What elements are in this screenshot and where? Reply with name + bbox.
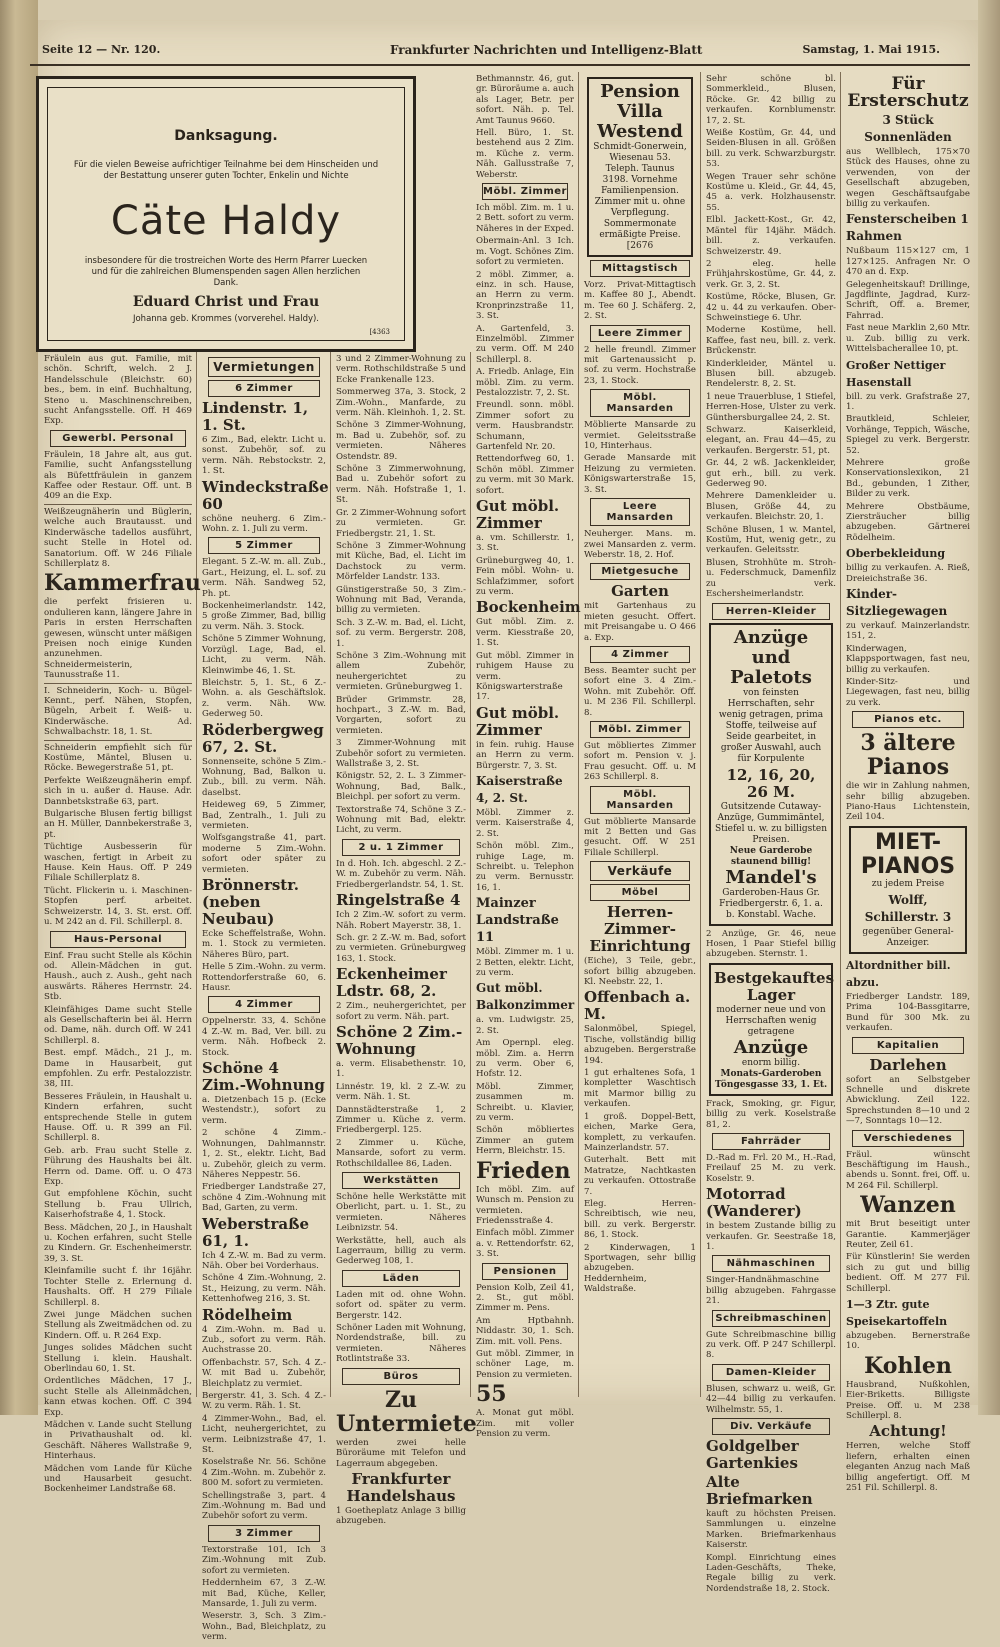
ad-text: Eleg. Herren-Schreibtisch, wie neu, bill. zu verk. Bergerstr. 86, 1. Stock. [584, 1198, 696, 1241]
ad-text: Möbl. Zimmer, zusammen m. Schreibt. u. Klavier, zu verm. [476, 1081, 574, 1124]
section-heading: Möbl. Zimmer [590, 721, 690, 738]
section-heading: Haus-Personal [50, 931, 186, 948]
ad-text: Gerade Mansarde mit Heizung zu vermieten. Königswarterstraße 15, 3. St. [584, 453, 696, 495]
ad-text: Offenbachstr. 57, Sch. 4 Z.-W. mit Bad u. Zubehör, Bleichplatz zu vermiet. [202, 1357, 326, 1389]
ad-text: 2 Zimmer u. Küche, Mansarde, sofort zu verm. Rothschildallee 86, Laden. [336, 1137, 466, 1169]
ad-text: D.-Rad m. Frl. 20 M., H.-Rad, Freilauf 25 M. zu verk. Koselstr. 9. [706, 1152, 836, 1184]
ad-text: Helle 5 Zim.-Wohn. zu verm. Rottendorferstraße 60, 6. Hausr. [202, 962, 326, 994]
ad-text: Gut möblierte Mansarde mit 2 Betten und Gas gesucht. Off. W 251 Filiale Schillerpl. [584, 816, 696, 858]
ad-text: Bethmannstr. 46, gut. gr. Büroräume a. auch als Lager, Betr. per sofort. Näh. p. Tel. Amt Taunus 9660. [476, 74, 574, 126]
ad-text: Brüder Grimmstr. 28, hochpart., 3 Z.-W. m. Bad, Vorgarten, sofort zu vermieten. [336, 694, 466, 736]
ad-headline: Goldgelber Gartenkies [706, 1437, 799, 1473]
ad-text: Schöne Blusen, 1 w. Mantel, Kostüm, Hut, wenig getr., zu verkaufen. Geleitsstr. [706, 524, 836, 556]
section-heading: Möbl. Mansarden [590, 389, 690, 417]
ad-text: Gr. 2 Zimmer-Wohnung sofort zu vermieten. Gr. Friedbergstr. 21, 1. St. [336, 507, 466, 539]
ad-text: Blusen, Strohhüte m. Stroh- u. Federschmuck, Damenfilz zu verk. Eschersheimerlandstr. [706, 557, 836, 600]
ad-text: Einf. Frau sucht Stelle als Köchin od. Allein-Mädchen in gut. Haush., auch z. Aush., geht nach auswärts. Räheres Herrnstr. 24. Stb. [44, 950, 192, 1003]
ad-text: a. Dietzenbach 15 p. (Ecke Westendstr.), sofort zu verm. [202, 1095, 326, 1126]
ad-text: Ich 2 Zim.-W. sofort zu verm. Näh. Robert Mayerstr. 38, 1. [336, 910, 466, 931]
ad-text: A. Monat gut möbl. Zim. mit voller Pension zu verm. [476, 1408, 574, 1439]
section-heading: Büros [342, 1368, 460, 1385]
ad-text: Zwei junge Mädchen suchen Stellung als Zweitmädchen od. zu Kindern. Off. u. R 264 Exp. [44, 1309, 192, 1341]
ad-text: (Eiche), 3 Teile, gebr., sofort billig abzugeben. Kl. Neebstr. 22, 1. [584, 956, 696, 988]
ad-text: Kinder-Sitz- und Liegewagen, fast neu, billig zu verk. [846, 677, 970, 708]
ad-text: Bockenheimerlandstr. 142, 5 große Zimmer, Bad, billig zu verm. Näh. 3. Stock. [202, 601, 326, 632]
ad-text: Neuherger. Mans. m. zwei Mansarden z. verm. Weberstr. 18, 2. Hof. [584, 529, 696, 560]
ad-text: Hell. Büro, 1. St. bestehend aus 2 Zim. m. Küche z. verm. Näh. Gallusstraße 7, Weberstr. [476, 128, 574, 180]
ad-text: 4 Zimmer-Wohn., Bad, el. Licht, neuhergerichtet, zu verm. Leibnizstraße 47, 1. St. [202, 1413, 326, 1456]
ad-text: abzugeben. Bernerstraße 10. [846, 1331, 970, 1352]
header-page-number: Seite 12 — Nr. 120. [42, 43, 161, 56]
ad-text: Gr. 44, 2 wß. Jackenkleider, gut erh., bill. zu verk. Gederweg 90. [706, 458, 836, 490]
ad-headline: Eckenheimer Ldstr. 68, 2. [336, 965, 447, 1001]
page-edge [978, 0, 1000, 1415]
ad-text: Textorstraße 101, Ich 3 Zim.-Wohnung mit Zub. sofort zu vermieten. [202, 1544, 326, 1576]
ad-headline: Frankfurter Handelshaus [346, 1469, 456, 1505]
ad-headline: Ringelstraße 4 [336, 891, 461, 910]
mietpianos-address: gegenüber General-Anzeiger. [862, 926, 954, 948]
section-heading: Herren-Kleider [712, 603, 830, 620]
section-heading: Pianos etc. [852, 711, 964, 728]
ad-text: Perfekte Weißzeugnäherin empf. sich in u. außer d. Hause. Adr. Dannbetskstraße 63, part. [44, 775, 192, 807]
ad-text: zu verkauf. Mainzerlandstr. 151, 2. [846, 621, 970, 642]
ad-text: bill. zu verk. Grafstraße 27, 1. [846, 391, 970, 412]
ad-text: werden zwei helle Büroräume mit Telefon und Lagerraum abgegeben. [336, 1437, 466, 1469]
ad-text: A. Friedb. Anlage, Ein möbl. Zim. zu verm. Pestalozzistr. 7, 2. St. [476, 367, 574, 398]
ad-headline: Bockenheim [476, 598, 581, 617]
ad-text: 2 Anzüge, Gr. 46, neue Hosen, 1 Paar Stiefel billig abzugeben. Sternstr. 1. [706, 928, 836, 960]
ad-text: Sonnenseite, schöne 5 Zim.-Wohnung, Bad, Balkon u. Zub., bill. zu verm. Näh. daselbst. [202, 756, 326, 798]
ad-text: Fräulein aus gut. Familie, mit schön. Schrift, welch. 2 J. Handelsschule (Bleichstr. 60) bes., bem. in einf. Buchhaltung, Steno u. Maschinenschreiben, sucht Anfangsstelle. Off. H 469 Exp. [44, 354, 192, 427]
ad-text: Ich 4 Z.-W. m. Bad zu verm. Näh. Ober bei Vorderhaus. [202, 1250, 326, 1271]
ad-headline: Kaiserstraße 4, 2. St. [476, 773, 563, 805]
ad-text: 1 Goetheplatz Anlage 3 billig abzugeben. [336, 1505, 466, 1527]
ad-text: Sch. 3 Z.-W. m. Bad, el. Licht, sof. zu verm. Bergerstr. 208, 1. [336, 617, 466, 649]
ad-headline: Gut möbl. Balkonzimmer [476, 981, 575, 1013]
ad-text: Freundl. sonn. möbl. Zimmer sofort zu verm. Hausbrandstr. Schumann, Gartenfeld Nr. 20. [476, 400, 574, 452]
ad-text: Gut empfohlene Köchin, sucht Stellung b. Frau Ullrich, Kaiserhofstraße 4, 1. Stock. [44, 1189, 192, 1221]
ad-text: Möbl. Zimmer m. 1 u. 2 Betten, elektr. Licht, zu verm. [476, 947, 574, 978]
section-heading: Läden [342, 1270, 460, 1287]
ad-text: aus Wellblech, 175×70 Stück des Hauses, ohne zu verwenden, von der Gesellschaft abzugeben, wegen Geschäftsaufgabe billig zu verkaufen. [846, 147, 970, 210]
ad-text: Vorz. Privat-Mittagtisch m. Kaffee 80 J., Abendt. m. Tee 60 J. Schäferg. 2, 2. St. [584, 280, 696, 322]
ad-text: Besseres Fräulein, in Haushalt u. Kindern erfahren, sucht entsprechende Stelle in gutem Hause. Off. u. R 399 an Fil. Schillerpl. 8. [44, 1091, 192, 1144]
ad-text: Kinderkleider, Mäntel u. Blusen bill. abzugeb. Rendelerstr. 8, 2. St. [706, 358, 836, 390]
ad-text: Kostüme, Röcke, Blusen, Gr. 42 u. 44 zu verkaufen. Ober-Schweinstiege 6. Uhr. [706, 292, 836, 323]
ad-text: 1 neue Trauerbluse, 1 Stiefel, Herren-Hose, Ulster zu verk. Günthersburgallee 24, 2. St. [706, 391, 836, 423]
ad-headline: Rödelheim [202, 1305, 293, 1324]
danksagung-signature: Eduard Christ und Frau [132, 294, 320, 310]
column-1 [40, 352, 201, 1495]
ad-text: Günstigerstraße 50, 3 Zim.-Wohnung mit Bad, Veranda, billig zu vermieten. [336, 584, 466, 616]
ad-text: Kleinfähiges Dame sucht Stelle als Gesellschafterin bei äl. Herrn od. Dame, näh. durch Off. W 241 Schillerpl. 8. [44, 1004, 192, 1046]
ad-text: Wolfsgangstraße 41, part. moderne 5 Zim.-Wohn. sofort oder später zu vermieten. [202, 833, 326, 875]
page-header [30, 38, 970, 66]
ad-text: Sommerweg 37a, 3. Stock, 2 Zim.-Wohn., Manfarde, zu verm. Näh. Kleinhoh. 1, 2. St. [336, 387, 466, 419]
ad-headline: Gut möbl. Zimmer [476, 497, 560, 533]
ad-text: Bulgarische Blusen fertig billigst an H. Müller, Dannbekerstraße 3, pt. [44, 809, 192, 840]
ad-text: die wir in Zahlung nahmen, sehr billig abzugeben. Piano-Haus Lichtenstein, Zeil 104. [846, 781, 970, 823]
ad-text: mit Gartenhaus zu mieten gesucht. Offert. mit Preisangabe u. O 466 a. Exp. [584, 601, 696, 643]
ad-text: sofort an Selbstgeber Schnelle und diskrete Abwicklung. Zeil 122. Sprechstunden 8—10 und 2—7, Sonntags 10—12. [846, 1074, 970, 1127]
ad-headline: 55 [476, 1381, 507, 1408]
ad-headline: Herren-Zimmer-Einrichtung [589, 903, 691, 956]
ad-text: Sch. gr. 2 Z.-W. m. Bad, sofort zu vermieten. Grüneburgweg 163, 1. Stock. [336, 932, 466, 964]
ad-text: kauft zu höchsten Preisen. Sammlungen u. einzelne Marken. Briefmarkenhaus Kaiserstr. [706, 1509, 836, 1551]
ad-text: Pension Kolb, Zeil 41, 2. St., gut möbl. Zimmer m. Pens. [476, 1282, 574, 1314]
ad-text: Schöne 3 Zimmerwohnung, Bad u. Zubehör sofort zu verm. Näh. Hofstraße 1, 1. St. [336, 464, 466, 506]
section-heading: 5 Zimmer [208, 537, 320, 554]
danksagung-code: [4363 [369, 328, 390, 336]
ad-text: Friedberger Landstraße 27, schöne 4 Zim.-Wohnung mit Bad, Garten, zu verm. [202, 1182, 326, 1214]
section-heading: Möbl. Mansarden [590, 786, 690, 814]
ad-text: Schöne helle Werkstätte mit Oberlicht, part. u. 1. St., zu vermieten. Näheres Leibnizstr. 54. [336, 1192, 466, 1234]
ad-headline: Motorrad (Wanderer) [706, 1185, 802, 1221]
danksagung-subtitle: Johanna geb. Krommes (vorverehel. Haldy). [132, 314, 320, 324]
ad-text: Grüneburgweg 40, 1. Fein möbl. Wohn- u. Schlafzimmer, sofort zu verm. [476, 555, 574, 598]
section-heading: 6 Zimmer [208, 380, 320, 397]
ad-text: Guterhalt. Bett mit Matratze, Nachtkasten zu verkaufen. Ottostraße 7. [584, 1155, 696, 1197]
ad-text: Für Künstlerin! Sie werden sich zu gut und billig bedient. Off. M 277 Fil. Schillerpl. [846, 1252, 970, 1294]
mietpianos-text: zu jedem Preise [871, 878, 945, 889]
ad-headline: 3 Stück Sonnenläden [864, 113, 952, 144]
ad-text: in bestem Zustande billig zu verkaufen. Gr. Seestraße 18, 1. [706, 1221, 836, 1252]
ad-text: Schöner Laden mit Wohnung, Nordendstraße, bill. zu vermieten. Näheres Rotlintstraße 33. [336, 1323, 466, 1365]
section-heading: Schreibmaschinen [712, 1310, 830, 1327]
danksagung-intro: Für die vielen Beweise aufrichtiger Teilnahme bei dem Hinscheiden und der Bestattung unserer guten Tochter, Enkelin und Nichte [73, 160, 379, 181]
ad-text: Moderne Kostüme, hell. Kaffee, fast neu, bill. z. verk. Brückenstr. [706, 325, 836, 357]
ad-headline: Kohlen [864, 1352, 952, 1379]
column-2 [198, 352, 331, 1643]
ad-text: Einfach möbl. Zimmer a. v. Rettendorfstr. 62, 3. St. [476, 1228, 574, 1260]
ad-headline: Windeckstraße 60 [202, 477, 329, 513]
ad-headline: Gut möbl. Zimmer [476, 703, 560, 739]
ad-text: Elbl. Jackett-Kost., Gr. 42, Mäntel für 14jähr. Mädch. bill. z. verkaufen. Schweizerstr. 49. [706, 215, 836, 257]
section-heading: Pensionen [482, 1263, 568, 1280]
ad-text: 2 helle freundl. Zimmer mit Gartenaussicht p. sof. zu verm. Hochstraße 23, 1. Stock. [584, 344, 696, 386]
ad-text: 1 gut erhaltenes Sofa, 1 kompletter Waschtisch mit Marmor billig zu verkaufen. [584, 1068, 696, 1110]
ad-text: Am Hptbahnh. Niddastr. 30, 1. Sch. Zim. mit. voll. Pens. [476, 1315, 574, 1347]
ad-text: die perfekt frisieren u. ondulieren kann, längere Jahre in Paris in ersten Herrschaften gewesen, wünscht unter mäßigen Preisen noch einige Kunden anzunehmen. Schneidermeisterin, Taunusstraße 11. [44, 597, 192, 681]
ad-text: Schöne 3 Zim.-Wohnung mit allem Zubehör, neuhergerichtet zu vermieten. Grüneburgweg 1. [336, 650, 466, 693]
mietpianos-headline: MIET-PIANOS [860, 829, 956, 879]
ad-text: Mädchen vom Lande für Küche und Hausarbeit gesucht. Bockenheimer Landstraße 68. [44, 1463, 192, 1495]
ad-headline: Darlehen [869, 1055, 947, 1074]
ad-text: 2 möbl. Zimmer, a. einz. in sch. Hause, an Herrn zu verm. Kronprinzstraße 11, 3. St. [476, 269, 574, 322]
ad-text: Kleinfamilie sucht f. ihr 16jähr. Tochter Stelle z. Erlernung d. Haushalts. Off. H 279 Filiale Schillerpl. 8. [44, 1266, 192, 1308]
section-heading: Mietgesuche [590, 563, 690, 580]
danksagung-title: Danksagung. [174, 128, 278, 144]
ad-text: Fräul. wünscht Beschäftigung im Haush., abends u. Sonnt. frei, Off. u. M 264 Fil. Schillerpl. [846, 1149, 970, 1191]
section-heading: Werkstätten [342, 1172, 460, 1189]
ad-text: Gelegenheitskauf! Drillinge, Jagdflinte, Jagdrad, Kurz-Schrift, Off. a. Bremer, Fahrrad. [846, 279, 970, 321]
ad-text: Schöne 3 Zimmer-Wohnung mit Küche, Bad, el. Licht im Dachstock zu verm. Mörfelder Landstr. 133. [336, 540, 466, 583]
ad-text: Schöne 4 Zim.-Wohnung, 2. St., Heizung, zu verm. Näh. Kettenhofweg 216, 3. St. [202, 1273, 326, 1305]
ad-headline: Altordnither bill. abzu. [846, 958, 951, 989]
ad-text: Salonmöbel, Spiegel, Tische, vollständig billig abzugeben. Bergerstraße 194. [584, 1024, 696, 1066]
anzuege-prices: 12, 16, 20, 26 M. [726, 765, 816, 801]
section-heading: Fahrräder [712, 1133, 830, 1150]
mietpianos-firm: Wolff, Schillerstr. 3 [864, 892, 952, 924]
ad-text: schöne neuherg. 6 Zim.-Wohn. z. 1. Juli zu verm. [202, 513, 326, 535]
ad-text: 6 Zim., Bad, elektr. Licht u. sonst. Zubehör, sof. zu verm. Näh. Rebstockstr. 2, 1. St. [202, 435, 326, 477]
ad-text: Bess. Mädchen, 20 J., in Haushalt u. Kochen erfahren, sucht Stelle zu Kindern. Gr. Eschenheimerstr. 39, 3. St. [44, 1222, 192, 1264]
ad-headline: 3 ältere Pianos [860, 730, 956, 781]
lager-ad [709, 963, 833, 1096]
danksagung-name: Cäte Haldy [110, 198, 342, 244]
ad-text: Ich möbl. Zim. auf Wunsch m. Pension zu vermieten. Friedensstraße 4. [476, 1184, 574, 1226]
ad-text: Gut möbl. Zim. z. verm. Kiesstraße 20, 1. St. [476, 617, 574, 649]
column-3 [332, 352, 477, 1527]
ad-text: 4 Zim.-Wohn. m. Bad u. Zub., sofort zu verm. Räh. Auchstrasse 20. [202, 1324, 326, 1356]
ad-text: Mädchen v. Lande sucht Stellung in Privathaushalt od. kl. Geschäft. Näheres Wallstraße 9, Hinterhaus. [44, 1419, 192, 1462]
ad-text: Elegant. 5 Z.-W. m. all. Zub., Gart., Heizung, el. L. sof. zu verm. Näh. Sandweg 52, Ph. pt. [202, 557, 326, 599]
ad-headline: Achtung! [869, 1422, 947, 1441]
danksagung-frame [47, 87, 405, 341]
ad-text: Ich möbl. Zim. m. 1 u. 2 Bett. sofort zu verm. Näheres in der Exped. [476, 203, 574, 234]
ad-headline: Garten [611, 582, 669, 601]
ad-text: Weiße Kostüm, Gr. 44, und Seiden-Blusen in all. Größen bill. zu verk. Schwarzburgstr. 53. [706, 128, 836, 170]
ad-text: Bess. Beamter sucht per sofort eine 3. 4 Zim.-Wohn. mit Zubehör. Off. u. M 236 Fil. Schillerpl. 8. [584, 665, 696, 718]
ad-text: Oppelnerstr. 33, 4. Schöne 4 Z.-W. m. Bad, Ver. bill. zu verm. Näh. Hofbeck 2. Stock. [202, 1016, 326, 1058]
ad-headline: Kammerfrau [44, 570, 201, 597]
header-masthead: Frankfurter Nachrichten und Intelligenz-Blatt [390, 43, 703, 57]
ad-text: Textorstraße 74, Schöne 3 Z.-Wohnung mit Bad, elektr. Licht, zu verm. [336, 804, 466, 836]
lager-address: Monats-Garderoben Töngesgasse 33, 1. Et. [714, 1068, 828, 1090]
ad-text: Hausbrand, Nußkohlen, Eier-Briketts. Billigste Preise. Off. u. M 238 Schillerpl. 8. [846, 1379, 970, 1422]
pension-ad [587, 77, 693, 257]
mandel-address: Garderoben-Haus Gr. Friedbergerstr. 6, 1. a. b. Konstabl. Wache. [719, 887, 823, 920]
ad-text: Ordentliches Mädchen, 17 J., sucht Stelle als Alleinmädchen, kann etwas kochen. Off. C 394 Exp. [44, 1376, 192, 1418]
ad-text: Laden mit od. ohne Wohn. sofort od. später zu verm. Bergerstr. 142. [336, 1289, 466, 1321]
ad-text: Mehrere Damenkleider u. Blusen, Größe 44, zu verkaufen. Bleichstr. 20, 1. [706, 491, 836, 523]
header-date: Samstag, 1. Mai 1915. [802, 43, 940, 56]
ad-text: Geb. arb. Frau sucht Stelle z. Führung des Haushalts bei ält. Herrn od. Dame. Off. u. O 473 Exp. [44, 1145, 192, 1188]
ad-text: Frack, Smoking, gr. Figur, billig zu verk. Koselstraße 81, 2. [706, 1098, 836, 1130]
ad-text: Koselstraße Nr. 56. Schöne 4 Zim.-Wohn. m. Zubehör z. 800 M. sofort zu vermieten. [202, 1457, 326, 1489]
section-heading: Div. Verkäufe [712, 1418, 830, 1435]
ad-text: Heddernheim 67, 3 Z.-W. mit Bad, Küche, Keller, Mansarde, 1. Juli zu verm. [202, 1578, 326, 1609]
section-heading: Leere Mansarden [590, 498, 690, 526]
ad-text: Herren, welche Stoff liefern, erhalten einen eleganten Anzug nach Maß billig angefertigt. Off. M 251 Fil. Schillerpl. 8. [846, 1441, 970, 1494]
ad-text: 3 und 2 Zimmer-Wohnung zu verm. Rothschildstraße 5 und Ecke Frankenalle 123. [336, 354, 466, 385]
ad-text: Schwarz. Kaiserkleid, elegant, an. Frau 44—45, zu verkaufen. Bergerstr. 51, pt. [706, 425, 836, 456]
section-heading: 4 Zimmer [590, 646, 690, 663]
ad-text: 3 Zimmer-Wohnung mit Zubehör sofort zu vermieten. Wallstraße 3, 2. St. [336, 738, 466, 770]
ad-text: A. Gartenfeld, 3. Einzelmöbl. Zimmer zu verm. Off. M 240 Schillerpl. 8. [476, 323, 574, 365]
ad-headline: Weberstraße 61, 1. [202, 1214, 310, 1250]
ad-text: Am Opernpl. eleg. möbl. Zim. a. Herrn zu verm. Ober 6, Hofstr. 12. [476, 1038, 574, 1080]
ad-text: Schöne 3 Zimmer-Wohnung, m. Bad u. Zubehör, sof. zu vermieten. Näheres Ostendstr. 89. [336, 420, 466, 462]
anzuege-text: von feinsten Herrschaften, sehr wenig getragen, prima Stoffe, teilweise auf Seide gearbeitet, in großer Auswahl, auch für Korpulente [718, 687, 824, 764]
ad-text: Weißzeugnäherin und Büglerin, welche auch Brautausst. und Kinderwäsche tadellos ausführt, sucht Stelle in Hotel od. Sanatorium. Off. W 246 Filiale Schillerplatz 8. [44, 506, 192, 569]
section-heading: Vermietungen [208, 357, 320, 377]
ad-text: Brautkleid, Schleier, Vorhänge, Teppich, Wäsche, Spiegel zu verk. Bergerstr. 52. [846, 414, 970, 456]
section-heading: 2 u. 1 Zimmer [342, 839, 460, 856]
ad-text: Mehrere Obstbäume, Ziersträucher billig abzugeben. Gärtnerei Rödelheim. [846, 501, 970, 543]
ad-headline: Alte Briefmarken [706, 1473, 813, 1509]
ad-text: Weserstr. 3, Sch. 3 Zim.-Wohn., Bad, Bleichplatz, zu verm. [202, 1611, 326, 1643]
ad-headline: Schöne 2 Zim.-Wohnung [336, 1022, 463, 1058]
anzuege-headline: Anzüge und Paletots [730, 626, 812, 688]
section-heading: Verkäufe [590, 861, 690, 881]
ad-text: a. vm. Schillerstr. 1, 3. St. [476, 533, 574, 554]
mietpianos-ad [849, 826, 967, 954]
danksagung-body: insbesondere für die trostreichen Worte des Herrn Pfarrer Luecken und für die zahlreichen Blumenspenden sagen Allen herzlichen Dank. [84, 256, 368, 288]
ad-text: Fräulein, 18 Jahre alt, aus gut. Familie, sucht Anfangsstellung als Büfettfräulein in ganzem Kaffee oder Restaur. Off. unt. B 409 an die Exp. [44, 449, 192, 502]
ad-text: 1 groß. Doppel-Bett, eichen, Marke Gera, komplett, zu verkaufen. Mainzerlandstr. 57. [584, 1111, 696, 1153]
section-heading: Leere Zimmer [590, 325, 690, 342]
ad-text: Dannstädterstraße 1, 2 Zimmer u. Küche z. verm. Friedbergerpl. 125. [336, 1104, 466, 1136]
ad-text: Königstr. 52, 2. L. 3 Zimmer-Wohnung, Bad, Balk., Bleichpl. per sofort zu verm. [336, 771, 466, 803]
ad-text: billig zu verkaufen. A. Rieß, Dreieichstraße 36. [846, 563, 970, 584]
ad-text: Schneiderin empfiehlt sich für Kostüme, Mäntel, Blusen u. Röcke. Bewegerstraße 51, pt. [44, 742, 192, 774]
ad-headline: Zu Untermiete [336, 1386, 477, 1437]
column-6 [702, 72, 841, 1594]
ad-text: Wegen Trauer sehr schöne Kostüme u. Kleid., Gr. 44, 45, 45 a. verk. Holzhausenstr. 55. [706, 171, 836, 213]
ad-text: Bergerstr. 41, 3. Sch. 4 Z.-W. zu verm. Räh. 1. St. [202, 1391, 326, 1412]
ad-text: Gut möbliertes Zimmer sofort m. Pension v. j. Frau gesucht. Off. u. M 263 Schillerpl. 8. [584, 740, 696, 783]
ad-text: Gute Schreibmaschine billig zu verk. Off. P 247 Schillerpl. 8. [706, 1329, 836, 1361]
section-heading: Verschiedenes [852, 1130, 964, 1147]
ad-text: Gut möbl. Zimmer, in schöner Lage, m. Pension zu vermieten. [476, 1348, 574, 1380]
ad-text: Nußbaum 115×127 cm, 1 127×125. Anfragen Nr. O 470 an d. Exp. [846, 246, 970, 278]
section-heading: Gewerbl. Personal [50, 430, 186, 447]
ad-text: in fein. ruhig. Hause an Herrn zu verm. Bürgerstr. 7, 3. St. [476, 739, 574, 771]
ad-text: Friedberger Landstr. 189, Prima 104-Bassgitarre, Bund für 300 Mk. zu verkaufen. [846, 991, 970, 1034]
ad-headline: Röderbergweg 67, 2. St. [202, 720, 324, 756]
ad-headline: Brönnerstr. (neben Neubau) [202, 876, 299, 928]
ad-headline: Kinder-Sitzliegewagen [846, 587, 948, 618]
anzuege-text-2: Gutsitzende Cutaway-Anzüge, Gummimäntel, Stiefel u. w. zu billigsten Preisen. [714, 801, 828, 845]
ad-text: Blusen, schwarz u. weiß, Gr. 42—44 billig zu verkaufen. Wilhelmstr. 55, 1. [706, 1383, 836, 1415]
pension-details: Schmidt-Gonerwein, Wiesenau 53. Teleph. Taunus 3198. Vornehme Familienpension. Zimmer mit u. ohne Verpflegung. Sommermonate ermäßigte Preise. [2676 [593, 142, 687, 251]
pension-name: Pension Villa Westend [597, 81, 683, 142]
lager-anzuege: Anzüge [733, 1036, 809, 1058]
ad-text: Tücht. Flickerin u. i. Maschinen-Stopfen perf. arbeitet. Schweizerstr. 14, 3. St. erst. Off. u. M 242 an d. Fil. Schillerpl. 8. [44, 885, 192, 928]
ad-text: Fast neue Marklin 2,60 Mtr. u. Zub. billig zu verk. Wittelsbacherallee 10, pt. [846, 323, 970, 355]
ad-headline: Fensterscheiben 1 Rahmen [846, 212, 969, 244]
ad-headline: Schöne 4 Zim.-Wohnung [202, 1059, 325, 1095]
ad-text: Schellingstraße 3, part. 4 Zim.-Wohnung m. Bad und Zubehör sofort zu verm. [202, 1490, 326, 1522]
ad-text: Möblierte Mansarde zu vermiet. Geleitsstraße 10, Hinterhaus. [584, 420, 696, 452]
ad-text: Best. empf. Mädch., 21 J., m. Dame in Hausarbeit, gut empfohlen. Zu erfr. Pestalozzistr. 38, III. [44, 1048, 192, 1090]
section-heading: Mittagstisch [590, 260, 690, 277]
section-heading: Damen-Kleider [712, 1364, 830, 1381]
ad-text: Gut möbl. Zimmer in ruhigem Hause zu verm. Königswarterstraße 17. [476, 650, 574, 703]
ad-headline: Großer Nettiger Hasenstall [846, 358, 946, 389]
section-heading: 4 Zimmer [208, 996, 320, 1013]
ad-text: Ecke Scheffelstraße, Wohn. m. 1. Stock zu vermieten. Näheres Büro, part. [202, 929, 326, 960]
ad-text: Tüchtige Ausbesserin für waschen, fertigt in Arbeit zu Hause. Kein Haus. Off. P 249 Filiale Schillerplatz 8. [44, 842, 192, 884]
ad-text: Mehrere große Konservationslexikon, 21 Bd., gebunden, 1 Zither, Bilder zu verk. [846, 457, 970, 500]
danksagung-ad [36, 76, 416, 352]
ad-text: Werkstätte, hell, auch als Lagerraum, billig zu verm. Gederweg 108, 1. [336, 1235, 466, 1267]
ad-text: Schön möbliertes Zimmer an gutem Herrn, Bleichstr. 15. [476, 1125, 574, 1157]
ad-text: Obermain-Anl. 3 Ich. m. Vogt. Schönes Zim. sofort zu vermieten. [476, 236, 574, 268]
ad-headline: Offenbach a. M. [584, 988, 691, 1024]
lager-text: moderner neue und von Herrschaften wenig getragene [716, 1004, 826, 1037]
ad-text: Junges solides Mädchen sucht Stellung i. klein. Haushalt. Oberlindau 60, 1. St. [44, 1343, 192, 1374]
ad-text: Linnéstr. 19, kl. 2 Z.-W. zu verm. Näh. 1. St. [336, 1081, 466, 1103]
mandel-name: Mandel's [725, 866, 817, 888]
ad-text: Schöne 5 Zimmer Wohnung, Vorzügl. Lage, Bad, el. Licht, zu verm. Näh. Kleinwimbe 46, 1. St. [202, 634, 326, 676]
section-heading: Möbl. Zimmer [482, 183, 568, 200]
ad-text: 2 schöne 4 Zimm.-Wohnungen, Dahlmannstr. 1, 2. St., elektr. Licht, Bad u. Zubehör, gleich zu verm. Näheres Neppestr. 56. [202, 1128, 326, 1180]
ad-text: 2 eleg. helle Frühjahrskostüme, Gr. 44, z. verk. Gr. 3, 2. St. [706, 258, 836, 290]
section-heading: 3 Zimmer [208, 1525, 320, 1542]
ad-text: Schön möbl. Zim., ruhige Lage, m. Schreibt. u. Telephon zu verm. Bernusstr. 16, 1. [476, 841, 574, 893]
ad-text: I. Schneiderin, Koch- u. Bügel-Kennt., perf. Nähen, Stopfen, Bügeln, Arbeit f. Weiß- u. Kinderwäsche. Ad. Schwalbachstr. 18, 1. St. [44, 685, 192, 738]
ad-text: 2 Zim., neuhergerichtet, per sofort zu verm. Näh. part. [336, 1001, 466, 1022]
book-gutter [0, 0, 38, 1415]
section-heading: Möbel [590, 884, 690, 901]
ad-text: Kinderwagen, Klappsportwagen, fast neu, billig zu verkaufen. [846, 643, 970, 675]
ad-text: Heideweg 69, 5 Zimmer, Bad, Zentralh., 1. Juli zu vermieten. [202, 800, 326, 831]
section-heading: Nähmaschinen [712, 1255, 830, 1272]
ad-text: a. vm. Ludwigstr. 25, 2. St. [476, 1015, 574, 1036]
ad-text: Kompl. Einrichtung eines Laden-Geschäfts, Theke, Regale billig zu verk. Nordendstraße 18, 2. Stock. [706, 1552, 836, 1594]
column-4 [472, 72, 581, 1439]
lager-text-2: enorm billig. [741, 1057, 801, 1068]
ad-headline: Für Ersterschutz [847, 74, 969, 111]
column-5 [580, 72, 701, 1397]
ad-text: Sehr schöne bl. Sommerkleid., Blusen, Röcke. Gr. 42 billig zu verkaufen. Kornblumenstr. 17, 2. St. [706, 74, 836, 126]
ad-text: Bleichstr. 5, 1. St., 6 Z.-Wohn. a. als Geschäftslok. z. verm. Näh. Ww. Gederweg 50. [202, 677, 326, 720]
ad-text: Singer-Handnähmaschine billig abzugeben. Fahrgasse 21. [706, 1275, 836, 1307]
section-heading: Kapitalien [852, 1037, 964, 1054]
ad-text: In d. Hoh. Ich. abgeschl. 2 Z.-W. m. Zubehör zu verm. Näh. Friedbergerlandstr. 54, 1. St. [336, 858, 466, 890]
ad-headline: 1—3 Ztr. gute Speisekartoffeln [846, 1298, 948, 1328]
ad-text: Rettendorfweg 60, 1. Schön möbl. Zimmer zu verm. mit 30 Mark. sofort. [476, 454, 574, 496]
ad-headline: Lindenstr. 1, 1. St. [202, 399, 309, 434]
lager-headline: Bestgekauftes Lager [714, 968, 835, 1004]
ad-headline: Mainzer Landstraße 11 [476, 896, 559, 946]
ad-headline: Frieden [476, 1157, 571, 1184]
ad-headline: Oberbekleidung [846, 547, 946, 561]
anzuege-ad [709, 623, 833, 926]
ad-text: mit Brut beseitigt unter Garantie. Kammerjäger Reuter, Zeil 61. [846, 1219, 970, 1250]
ad-text: Möbl. Zimmer z. verm. Kaiserstraße 4, 2. St. [476, 807, 574, 839]
ad-text: 2 Kinderwagen, 1 Sportwagen, sehr billig abzugeben. Heddernheim, Waldstraße. [584, 1242, 696, 1295]
ad-headline: Wanzen [860, 1192, 956, 1219]
ad-text: a. verm. Elisabethenstr. 10, 1. [336, 1058, 466, 1080]
anzuege-text-3: Neue Garderobe staunend billig! [729, 845, 813, 867]
column-7 [842, 72, 974, 1494]
